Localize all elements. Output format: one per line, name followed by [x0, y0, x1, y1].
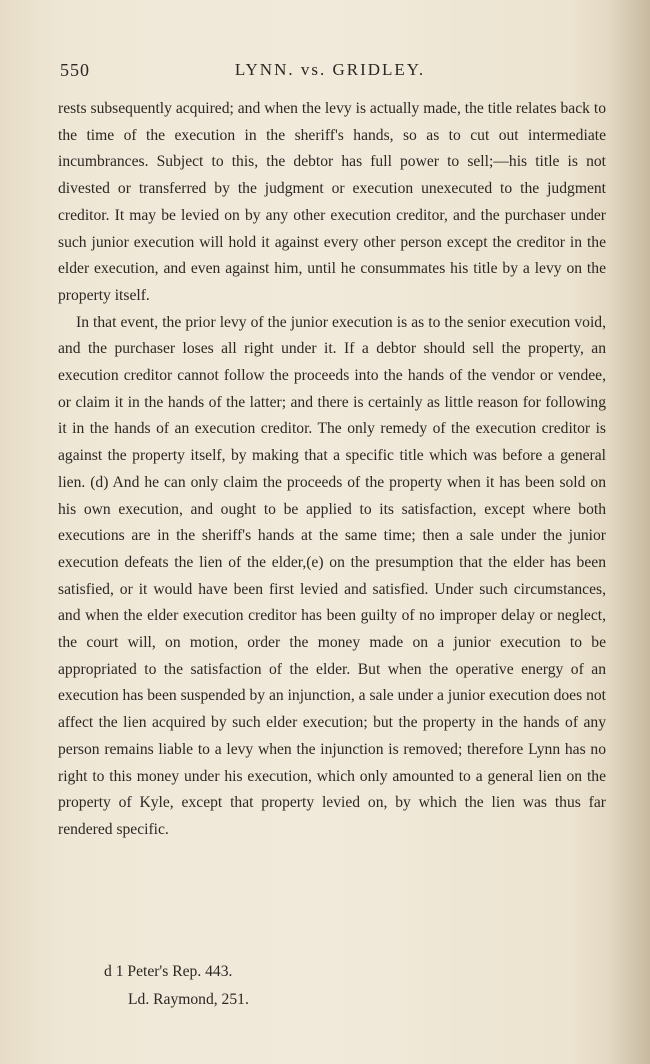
- paragraph-1: rests subsequently acquired; and when the levy is actually made, the title relates back to the time of the execution in the sheriff's hands, so as to cut out intermediate incumbrances. Subject to this, the debtor has full power to sell;—his title is not divested or transferred by the judgment or execution unexecuted to the judgment creditor. It may be levied on by any other execution creditor, and the purchaser under such junior execution will hold it against every other person except the creditor in the elder execution, and even against him, until he consummates his title by a levy on the property itself.: [58, 100, 606, 304]
- footnote-d: d 1 Peter's Rep. 443.: [104, 963, 233, 980]
- paragraph-2: In that event, the prior levy of the junior execution is as to the senior execution void, and the purchaser loses all right under it. If a debtor should sell the property, an execution creditor cannot follow the proceeds into the hands of the vendor or vendee, or claim it in the hands of the latter; and there is certainly as little reason for following it in the hands of an execution creditor. The only remedy of the execution creditor is against the property itself, by making that a specific title which was before a general lien. (d) And he can only claim the proceeds of the property when it has been sold on his own execution, and ought to be applied to its satisfaction, except where both executions are in the sheriff's hands at the same time; then a sale under the junior execution defeats the lien of the elder,(e) on the presumption that the elder has been satisfied, or it would have been first levied and satisfied. Under such circumstances, and when the elder execution creditor has been guilty of no improper delay or neglect, the court will, on motion, order the money made on a junior execution to be appropriated to the satisfaction of the elder. But when the operative energy of an execution has been suspended by an injunction, a sale under a junior execution does not affect the lien acquired by such elder execution; but the property in the hands of any person remains liable to a levy when the injunction is removed; therefore Lynn has no right to this money under his execution, which only amounted to a general lien on the property of Kyle, except that property levied on, by which the lien was thus far rendered specific.: [58, 313, 606, 838]
- footnotes: [104, 958, 249, 1014]
- page-fold-shadow: [610, 0, 650, 1064]
- page-header: [60, 60, 600, 86]
- footnote-e: Ld. Raymond, 251.: [128, 991, 249, 1008]
- body-text: [58, 96, 606, 844]
- page-number: 550: [60, 60, 90, 80]
- running-title: LYNN. vs. GRIDLEY.: [234, 60, 426, 79]
